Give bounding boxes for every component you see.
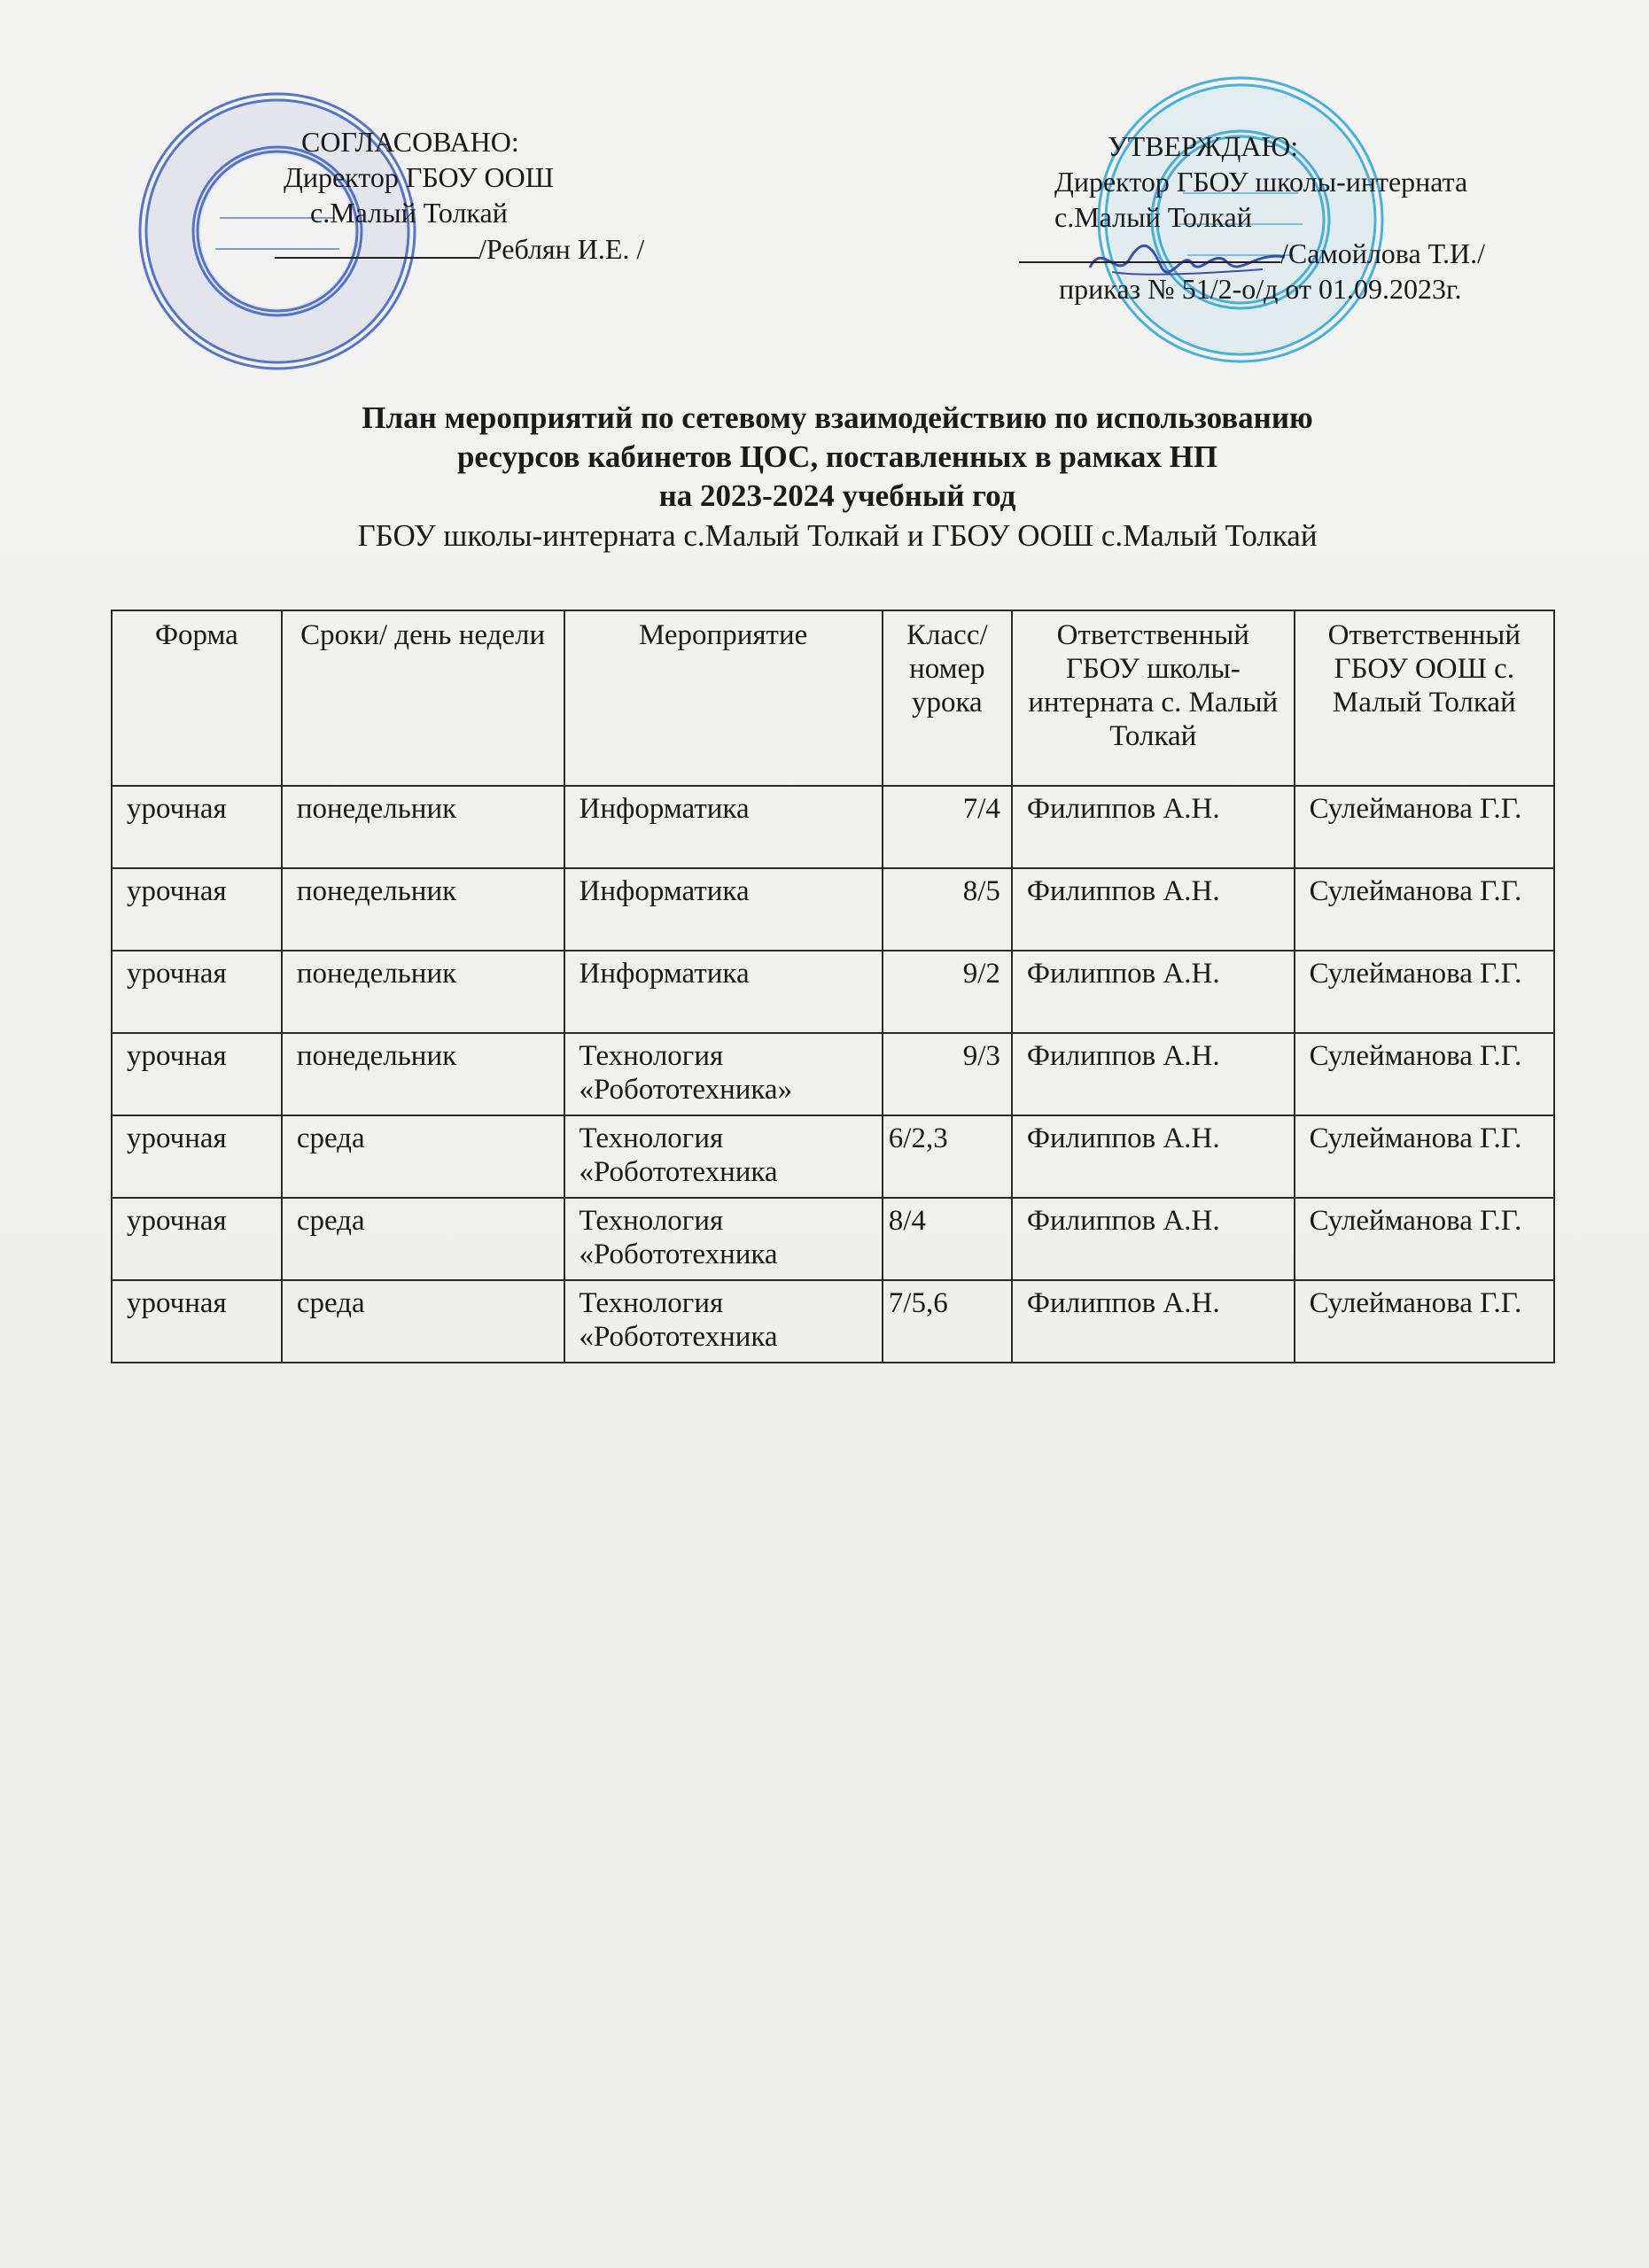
approve-heading: УТВЕРЖДАЮ: (1108, 130, 1299, 162)
header-responsible-school: Ответственный ГБОУ ООШ с. Малый Толкай (1295, 610, 1554, 786)
header-form: Форма (112, 610, 282, 786)
cell-class: 7/4 (883, 786, 1012, 868)
signature-blank (1019, 235, 1280, 263)
table-row (112, 868, 1554, 951)
approve-order: приказ № 51/2-о/д от 01.09.2023г. (1059, 273, 1462, 305)
cell-form: урочная (112, 951, 282, 1033)
approval-heading: СОГЛАСОВАНО: (301, 126, 519, 158)
table-row (112, 1033, 1554, 1115)
cell-responsible-boarding: Филиппов А.Н. (1012, 868, 1295, 951)
table-row (112, 786, 1554, 868)
cell-form: урочная (112, 1115, 282, 1198)
cell-event: Информатика (564, 868, 883, 951)
plan-table (111, 610, 1555, 1363)
table-row (112, 1280, 1554, 1363)
title-line-2: ресурсов кабинетов ЦОС, поставленных в рамках НП (456, 439, 1218, 474)
table-row (112, 1198, 1554, 1280)
cell-event: Технология «Робототехника» (564, 1033, 883, 1115)
cell-responsible-boarding: Филиппов А.Н. (1012, 951, 1295, 1033)
cell-responsible-school: Сулейманова Г.Г. (1295, 1033, 1554, 1115)
approval-signer: /Реблян И.Е. / (478, 233, 645, 265)
cell-form: урочная (112, 1033, 282, 1115)
signature-blank (275, 230, 478, 259)
cell-event: Информатика (564, 786, 883, 868)
cell-responsible-school: Сулейманова Г.Г. (1295, 1198, 1554, 1280)
cell-schedule: понедельник (282, 1033, 564, 1115)
cell-schedule: понедельник (282, 868, 564, 951)
cell-class: 8/4 (883, 1198, 1012, 1280)
title-line-3: на 2023-2024 учебный год (658, 478, 1016, 513)
cell-class: 8/5 (883, 868, 1012, 951)
cell-class: 6/2,3 (883, 1115, 1012, 1198)
cell-class: 7/5,6 (883, 1280, 1012, 1363)
cell-class: 9/2 (883, 951, 1012, 1033)
cell-form: урочная (112, 868, 282, 951)
cell-schedule: понедельник (282, 951, 564, 1033)
cell-responsible-boarding: Филиппов А.Н. (1012, 1198, 1295, 1280)
cell-event: Информатика (564, 951, 883, 1033)
header-class: Класс/ номер урока (883, 610, 1012, 786)
cell-responsible-boarding: Филиппов А.Н. (1012, 1115, 1295, 1198)
cell-event: Технология «Робототехника (564, 1280, 883, 1363)
approve-position: Директор ГБОУ школы-интерната (1054, 166, 1468, 198)
cell-form: урочная (112, 1198, 282, 1280)
document-title (159, 399, 1515, 556)
cell-responsible-school: Сулейманова Г.Г. (1295, 1280, 1554, 1363)
cell-responsible-boarding: Филиппов А.Н. (1012, 1033, 1295, 1115)
table-row (112, 1115, 1554, 1198)
cell-class: 9/3 (883, 1033, 1012, 1115)
approval-signature-line (275, 230, 647, 267)
cell-schedule: среда (282, 1198, 564, 1280)
cell-event: Технология «Робототехника (564, 1198, 883, 1280)
approval-position: Директор ГБОУ ООШ (284, 161, 554, 193)
title-line-4: ГБОУ школы-интерната с.Малый Толкай и ГБОУ ООШ с.Малый Толкай (357, 518, 1318, 553)
cell-responsible-boarding: Филиппов А.Н. (1012, 1280, 1295, 1363)
cell-schedule: среда (282, 1115, 564, 1198)
table-row (112, 951, 1554, 1033)
header-responsible-boarding: Ответственный ГБОУ школы-интерната с. Малый Толкай (1012, 610, 1295, 786)
cell-responsible-school: Сулейманова Г.Г. (1295, 951, 1554, 1033)
table-header-row (112, 610, 1554, 786)
cell-form: урочная (112, 1280, 282, 1363)
approval-block-left (275, 124, 647, 267)
cell-responsible-school: Сулейманова Г.Г. (1295, 786, 1554, 868)
cell-schedule: понедельник (282, 786, 564, 868)
approve-signer: /Самойлова Т.И./ (1280, 237, 1486, 269)
approval-block-right (1019, 128, 1551, 307)
header-event: Мероприятие (564, 610, 883, 786)
approve-place: с.Малый Толкай (1054, 201, 1252, 233)
cell-responsible-boarding: Филиппов А.Н. (1012, 786, 1295, 868)
approval-place: с.Малый Толкай (310, 197, 508, 229)
header-schedule: Сроки/ день недели (282, 610, 564, 786)
cell-responsible-school: Сулейманова Г.Г. (1295, 868, 1554, 951)
cell-schedule: среда (282, 1280, 564, 1363)
cell-event: Технология «Робототехника (564, 1115, 883, 1198)
approve-signature-line (1019, 235, 1551, 271)
title-line-1: План мероприятий по сетевому взаимодействию по использованию (362, 400, 1313, 435)
cell-form: урочная (112, 786, 282, 868)
cell-responsible-school: Сулейманова Г.Г. (1295, 1115, 1554, 1198)
